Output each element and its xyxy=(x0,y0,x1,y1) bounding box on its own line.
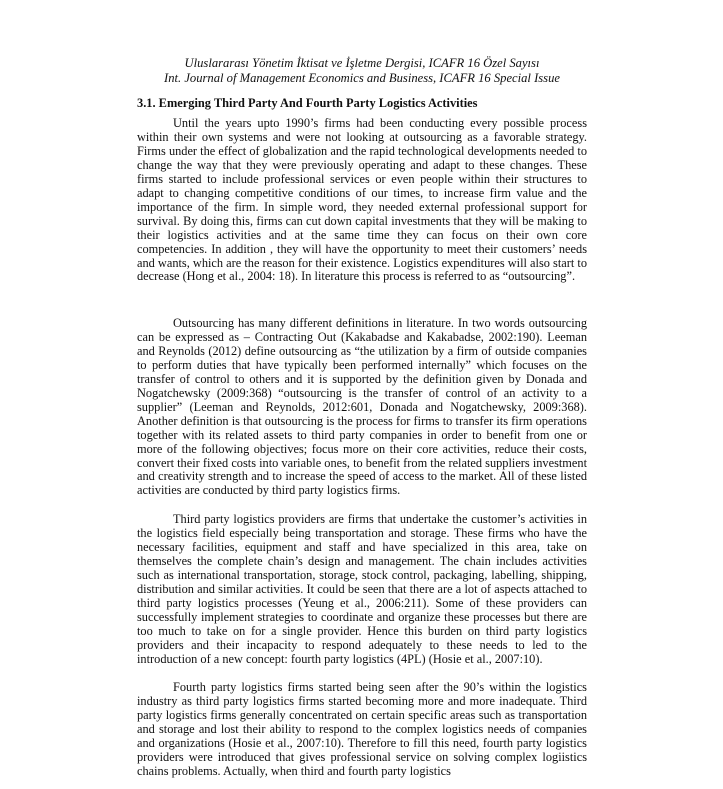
paragraph-third-party-logistics: Third party logistics providers are firms that undertake the customer’s activities in the logistics field especially being transportation and storage. These firms who have the necessary facilities, equipment and staff and have specialized in this area, take on themselves the complete chain’s design and management. The chain includes activities such as international transportation, storage, stock control, packaging, labelling, shipping, distribution and similar activities. It could be seen that there are a lot of aspects attached to third party logistics processes (Yeung et al., 2006:211). Some of these providers can successfully implement strategies to coordinate and organize these processes but there are too much to take on for a single provider. Hence this burden on third party logistics providers and their incapacity to respond adequately to these needs to led to the introduction of a new concept: fourth party logistics (4PL) (Hosie et al., 2007:10). xyxy=(137,512,587,666)
header-line-turkish: Uluslararası Yönetim İktisat ve İşletme Dergisi, ICAFR 16 Özel Sayısı xyxy=(184,56,540,70)
paragraph-outsourcing-history: Until the years upto 1990’s firms had been conducting every possible process within their own systems and were not looking at outsourcing as a favorable strategy. Firms under the effect of globalization and the rapid technological developments needed to change the way that they were previously operating and adapt to these changes. These firms started to include professional services or even people within their structures to adapt to changing competitive conditions of our times, to increase firm value and the importance of the firm. In simple word, they needed external professional support for survival. By doing this, firms can cut down capital investments that they will be making to their logistics activities and at the same time they can focus on their own core competencies. In addition , they will have the opportunity to meet their customers’ needs and wants, which are the reason for their existence. Logistics expenditures will also start to decrease (Hong et al., 2004: 18). In literature this process is referred to as “outsourcing”. xyxy=(137,116,587,284)
header-line-english: Int. Journal of Management Economics and Business, ICAFR 16 Special Issue xyxy=(164,71,560,85)
paragraph-fourth-party-logistics: Fourth party logistics firms started being seen after the 90’s within the logistics industry as third party logistics firms started becoming more and more inadequate. Third party logistics firms generally concentrated on certain specific areas such as transportation and storage and lost their ability to respond to the complex logistics needs of companies and organizations (Hosie et al., 2007:10). Therefore to fill this need, fourth party logistics providers were introduced that gives professional service on solving complex logiistics chains problems. Actually, when third and fourth party logistics xyxy=(137,680,587,778)
paragraph-outsourcing-definitions: Outsourcing has many different definitions in literature. In two words outsourcing can be expressed as – Contracting Out (Kakabadse and Kakabadse, 2002:190). Leeman and Reynolds (2012) define outsourcing as “the utilization by a firm of outside companies to perform duties that have typically been performed internally” which focuses on the transfer of control to others and it is supported by the definition given by Donada and Nogatchewsky (2009:368) “outsourcing is the transfer of control of an activity to a supplier” (Leeman and Reynolds, 2012:601, Donada and Nogatchewsky, 2009:368). Another definition is that outsourcing is the process for firms to transfer its firm operations together with its related assets to third party companies in order to benefit from one or more of the following objectives; focus more on their core activities, reduce their costs, convert their fixed costs into variable ones, to benefit from the related suppliers investment and creativity strength and to increase the speed of access to the market. All of these listed activities are conducted by third party logistics firms. xyxy=(137,316,587,498)
section-heading: 3.1. Emerging Third Party And Fourth Party Logistics Activities xyxy=(137,96,478,110)
running-header xyxy=(137,56,587,86)
